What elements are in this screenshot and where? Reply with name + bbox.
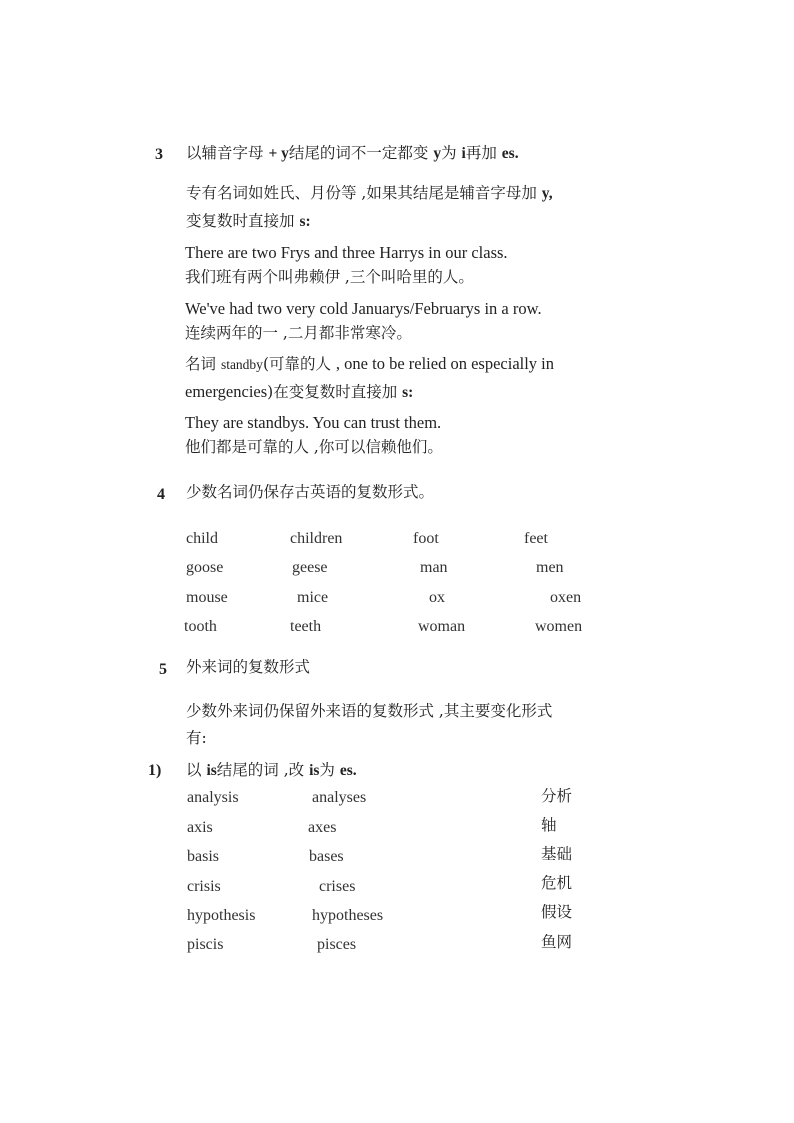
table-cell: 假设 [541, 903, 573, 921]
table-cell: 鱼网 [541, 933, 573, 951]
table-cell: 分析 [541, 787, 573, 805]
table-cell: mice [297, 589, 329, 606]
table-cell: geese [292, 559, 328, 576]
table-cell: goose [186, 559, 224, 576]
section-5-heading: 外来词的复数形式 [186, 658, 311, 676]
example-1-english: There are two Frys and three Harrys in our class. [185, 243, 508, 262]
table-cell: tooth [184, 618, 217, 635]
table-cell: hypotheses [312, 907, 384, 924]
table-cell: axes [308, 819, 337, 836]
table-cell: piscis [187, 936, 224, 953]
table-cell: foot [413, 530, 439, 547]
table-cell: hypothesis [187, 907, 256, 924]
section-3-paragraph-2-line-2: emergencies)在变复数时直接加 s: [185, 382, 414, 401]
section-5-paragraph-line-1: 少数外来词仍保留外来语的复数形式 ,其主要变化形式 [186, 702, 553, 720]
table-cell: men [536, 559, 564, 576]
table-cell: crisis [187, 878, 221, 895]
subsection-1-number: 1) [148, 762, 162, 779]
section-5-paragraph-line-2: 有: [186, 729, 207, 747]
table-cell: pisces [317, 936, 357, 953]
table-cell: man [420, 559, 448, 576]
table-cell: crises [319, 878, 356, 895]
table-cell: feet [524, 530, 548, 547]
section-3-heading: 以辅音字母 + y结尾的词不一定都变 y为 i再加 es. [186, 144, 519, 162]
section-5-number: 5 [159, 661, 167, 678]
table-cell: oxen [550, 589, 582, 606]
example-3-chinese: 他们都是可靠的人 ,你可以信赖他们。 [185, 438, 443, 456]
example-3-english: They are standbys. You can trust them. [185, 413, 442, 432]
table-cell: basis [187, 848, 219, 865]
table-cell: bases [309, 848, 344, 865]
section-4-heading: 少数名词仍保存古英语的复数形式。 [186, 483, 435, 501]
table-cell: children [290, 530, 343, 547]
section-3-paragraph-1-line-2: 变复数时直接加 s: [186, 212, 311, 230]
example-2-english: We've had two very cold Januarys/Februarys in a row. [185, 299, 542, 318]
table-cell: axis [187, 819, 213, 836]
table-cell: child [186, 530, 218, 547]
section-4-number: 4 [157, 486, 165, 503]
table-cell: analyses [312, 789, 367, 806]
example-1-chinese: 我们班有两个叫弗赖伊 ,三个叫哈里的人。 [185, 268, 474, 286]
section-3-paragraph-1-line-1: 专有名词如姓氏、月份等 ,如果其结尾是辅音字母加 y, [186, 184, 553, 202]
table-cell: 危机 [541, 874, 573, 892]
table-cell: ox [429, 589, 445, 606]
example-2-chinese: 连续两年的一 ,二月都非常寒冷。 [185, 324, 412, 342]
table-cell: woman [418, 618, 466, 635]
subsection-1-heading: 以 is结尾的词 ,改 is为 es. [186, 761, 357, 779]
table-cell: 轴 [541, 816, 557, 834]
table-cell: 基础 [541, 845, 573, 863]
table-cell: teeth [290, 618, 322, 635]
table-cell: mouse [186, 589, 228, 606]
section-3-paragraph-2-line-1: 名词 standby(可靠的人 , one to be relied on especially in [185, 354, 555, 373]
section-3-number: 3 [155, 146, 163, 163]
table-cell: analysis [187, 789, 239, 806]
table-cell: women [535, 618, 583, 635]
